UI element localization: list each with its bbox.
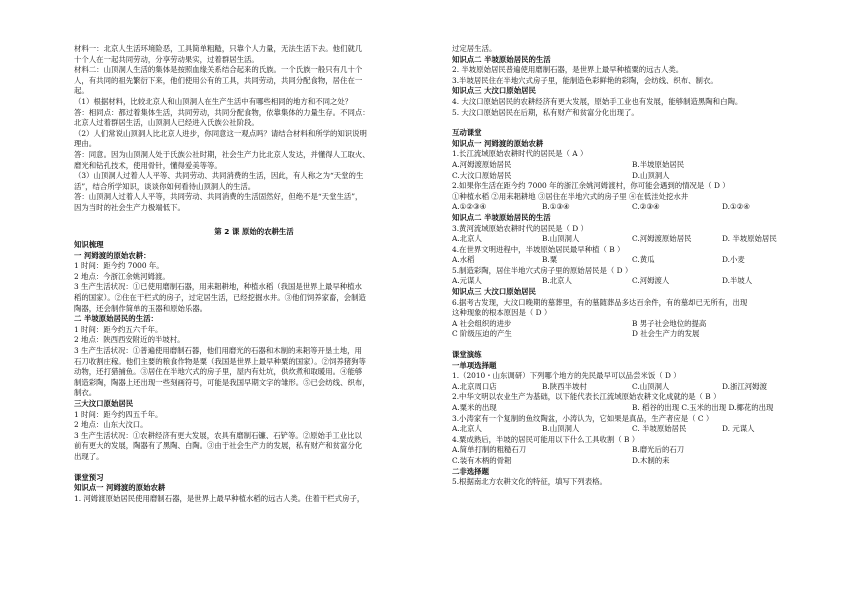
text-line: 1.（2010・山东调研）下列哪个地方的先民最早可以品尝米饭（ D ） <box>452 371 681 381</box>
text-line: 陶器，还会制作简单的玉器和原始乐器。 <box>74 303 208 313</box>
answer-option: A 社会组织的进步 <box>452 318 512 328</box>
text-line: 过定居生活。 <box>452 44 497 53</box>
text-line: 4.粟成熟后，半坡的居民可能用以下什么工具收割（ B ） <box>452 434 640 444</box>
section-heading: 知识点二 半坡原始居民的生活 <box>452 212 551 222</box>
answer-option: D.木制的耒 <box>632 455 670 465</box>
text-line: 答：山顶洞人过着人人平等，共同劳动、共同消费的生活固然好，但绝不是“天堂生活”， <box>74 192 363 202</box>
text-line: 材料一：北京人生活环境险恶，工具简单粗糙，只靠个人力量，无法生活下去。他们就几 <box>74 44 363 53</box>
section-heading: 课堂预习 <box>74 472 104 482</box>
text-line: 因为当时的社会生产力极端低下。 <box>74 202 185 212</box>
answer-option: C.河姆渡原始居民 <box>632 234 692 244</box>
section-heading: 知识点三 大汶口原始居民 <box>452 287 536 297</box>
answer-options-row <box>452 319 812 330</box>
section-heading: 二 半坡原始居民的生活： <box>74 314 158 324</box>
answer-options-row <box>452 403 812 414</box>
spacer <box>74 463 434 473</box>
section-heading: 一 河姆渡的原始农耕： <box>74 250 151 260</box>
answer-option: D.半坡人 <box>722 276 753 286</box>
section-heading: 二非选择题 <box>452 466 489 476</box>
text-line: 2. 半坡原始居民普遍使用磨制石器，是世界上最早种植粟的远古人类。 <box>452 65 684 75</box>
answer-option: B.山顶洞人 <box>542 234 580 244</box>
text-line: 2 地点：今浙江余姚河姆渡。 <box>74 271 170 281</box>
answer-option: B.山顶洞人 <box>542 424 580 434</box>
answer-option: D.小麦 <box>722 255 745 265</box>
answer-option: C.山顶洞人 <box>632 381 670 391</box>
answer-options-row <box>452 445 812 456</box>
answer-options-row <box>452 424 812 435</box>
text-line: 石刀收割庄稼。他们主要的粮食作物是粟（我国是世界上最早种粟的国家）。②饲养猪狗等 <box>74 356 366 366</box>
text-line: 前有更大的发展，陶器有了黑陶、白陶。③由于社会生产力的发展，私有财产和贫富分化 <box>74 441 363 451</box>
answer-options-row <box>452 202 812 213</box>
answer-option: C.河姆渡人 <box>632 276 670 286</box>
answer-option: B 男子社会地位的提高 <box>632 318 707 328</box>
text-line: 3 生产生活状况：①普遍使用磨制石器，他们用磨光的石器和木制的耒耜等开垦土地，用 <box>74 346 362 356</box>
answer-option: A.河姆渡原始居民 <box>452 159 512 169</box>
answer-option: C 阶级压迫的产生 <box>452 329 512 339</box>
text-line: 1 时间：距今约 7000 年。 <box>74 261 164 271</box>
spacer <box>452 118 812 128</box>
answer-options-row <box>452 276 812 287</box>
section-heading: 知识点一 河姆渡的原始农耕 <box>452 138 544 148</box>
text-line: 动物，还打猎捕鱼。③居住在半地穴式的房子里，屋内有灶坑，供炊煮和取暖用。④能够 <box>74 367 363 377</box>
text-line: 5.制造彩陶，居住半地穴式房子里的原始居民是（ D ） <box>452 265 633 275</box>
answer-option: D. 元谋人 <box>722 424 755 434</box>
answer-option: D.山顶洞人 <box>632 170 670 180</box>
answer-option: A.北京周口店 <box>452 381 497 391</box>
text-line: 1. 河姆渡原始居民使用磨制石器，是世界上最早种植水稻的远古人类。住着干栏式房子， <box>74 493 365 503</box>
text-line: 稻的国家）。②住在干栏式的房子，过定居生活，已经挖掘水井。③他们饲养家畜，会制造 <box>74 293 366 303</box>
answer-option: C.大汶口原始居民 <box>452 170 512 180</box>
text-line: 磨光和钻孔技术，使用骨针，懂得爱美等等。 <box>74 160 222 170</box>
answer-option: D. 半坡原始居民 <box>722 234 777 244</box>
right-column <box>452 44 812 488</box>
text-line: 1 时间：距今约四五千年。 <box>74 409 163 419</box>
text-line: 3 生产生活状况：①农耕经济有更大发展，农具有磨制石镰、石铲等。②原始手工业比以 <box>74 430 362 440</box>
text-line: 2 地点：山东大汶口。 <box>74 420 148 430</box>
answer-options-row <box>452 255 812 266</box>
answer-option: B.粟 <box>542 255 558 265</box>
answer-option: D 社会生产力的发展 <box>632 329 700 339</box>
answer-options-row <box>452 171 812 182</box>
answer-option: A.粟米的出现 <box>452 403 497 412</box>
answer-option: A.①②③④ <box>452 202 487 212</box>
text-line: 2 地点：陕西西安附近的半坡村。 <box>74 335 185 345</box>
answer-options-row <box>452 329 812 340</box>
text-line: （1）根据材料，比较北京人和山顶洞人在生产生活中有哪些相同的地方和不同之处？ <box>74 96 353 106</box>
text-line: 4. 大汶口原始居民的农耕经济有更大发展，原始手工业也有发展，能够制造黑陶和白陶。 <box>452 96 743 106</box>
answer-option: B.①③④ <box>542 202 570 212</box>
answer-options-row <box>452 234 812 245</box>
text-line: 这种现象的根本原因是（ D ） <box>452 308 552 318</box>
text-line: 3.小涛家有一个复制的鱼纹陶盆，小涛认为，它如果是真品，生产者应是（ C ） <box>452 413 714 423</box>
text-line: 1 时间：距今约五六千年。 <box>74 324 163 334</box>
answer-option: A.北京人 <box>452 234 482 244</box>
answer-option: B. 稻谷的出现 C.玉米的出现 D.椰花的出现 <box>632 403 774 412</box>
text-line: 5.根据南北方农耕文化的特征，填写下列表格。 <box>452 477 607 487</box>
text-line: 人，有共同的祖先繁衍下来，他们使用公有的工具，共同劳动，共同分配食物，居住在一 <box>74 75 363 85</box>
text-line: 3.半坡居民住在半地穴式房子里，能制造色彩鲜艳的彩陶，会纺线、织布、制衣。 <box>452 75 718 85</box>
text-line: 答：相同点：都过着集体生活，共同劳动，共同分配食物，依靠集体的力量生存。不同点： <box>74 107 370 117</box>
answer-option: C. 半坡原始居民 <box>632 424 687 434</box>
lesson-title: 第 2 课 原始的农耕生活 <box>214 226 294 236</box>
answer-option: C.②③④ <box>632 202 660 212</box>
text-line: 6.据考古发现，大汶口晚期的墓葬里，有的墓随葬品多达百余件，有的墓却已无所有，出现 <box>452 297 748 307</box>
section-heading: 知识点一 河姆渡的原始农耕 <box>74 483 166 493</box>
section-heading: 三大汶口原始居民 <box>74 399 134 408</box>
text-line: 1.长江流域原始农耕时代的居民是（ A ） <box>452 149 588 159</box>
text-line: 5. 大汶口原始居民在后期，私有财产和贫富分化出现了。 <box>452 107 639 117</box>
spacer <box>74 214 434 224</box>
answer-options-row <box>452 160 812 171</box>
spacer <box>452 340 812 350</box>
answer-option: D.浙江河姆渡 <box>722 381 767 391</box>
text-line: 3 生产生活状况：①已使用磨制石器，用耒耜耕地，种植水稻（我国是世界上最早种植水 <box>74 282 362 292</box>
answer-option: B.半坡原始居民 <box>632 159 685 169</box>
answer-option: B.陕西半坡村 <box>542 381 587 391</box>
answer-option: B.北京人 <box>542 276 572 286</box>
section-heading: 互动课堂 <box>452 128 482 138</box>
answer-option: D.①②④ <box>722 202 750 212</box>
section-heading: 知识点二 半坡原始居民的生活 <box>452 54 551 64</box>
left-column <box>74 44 434 504</box>
text-line: 2.如果你生活在距今约 7000 年的浙江余姚河姆渡村，你可能会遇到的情况是（ D ） <box>452 181 730 191</box>
text-line: （2）人们常说山顶洞人比北京人进步，你同意这一观点吗？请结合材料和所学的知识说明 <box>74 128 367 138</box>
answer-option: A.水稻 <box>452 255 475 265</box>
section-heading: 一单项选择题 <box>452 360 497 370</box>
text-line: 答：同意。因为山顶洞人处于氏族公社时期，社会生产力比北京人发达，并懂得人工取火、 <box>74 149 370 159</box>
text-line: 制衣。 <box>74 388 97 398</box>
text-line: 4.在世界文明进程中，半坡原始居民最早种植（ B ） <box>452 244 625 254</box>
section-heading: 知识梳理 <box>74 240 104 250</box>
answer-option: A.北京人 <box>452 424 482 434</box>
text-line: 2.中华文明以农业生产为基础，以下能代表长江流域原始农耕文化成就的是（ B ） <box>452 392 721 402</box>
text-line: 十个人在一起共同劳动，分享劳动果实，过着群居生活。 <box>74 54 259 64</box>
text-line: 理由。 <box>74 139 97 149</box>
text-line: 制造彩陶，陶器上还出现一些刻画符号，可能是我国早期文字的雏形。⑤已会纺线、织布， <box>74 377 370 387</box>
section-heading: 知识点三 大汶口原始居民 <box>452 86 536 96</box>
text-line: 北京人过着群居生活，山顶洞人已经进入氏族公社阶段。 <box>74 118 259 128</box>
answer-option: A.元谋人 <box>452 276 482 286</box>
answer-options-row <box>452 456 812 467</box>
section-heading: 课堂演练 <box>452 350 482 360</box>
answer-option: A.简单打制的粗糙石刀 <box>452 445 527 455</box>
text-line: 起。 <box>74 86 89 96</box>
text-line: 活”，结合所学知识，谈谈你如何看待山顶洞人的生活。 <box>74 181 256 191</box>
answer-option: C.黄瓜 <box>632 255 655 265</box>
text-line: ①种植水稻 ②用耒耜耕地 ③居住在半地穴式的房子里 ④在低洼处挖水井 <box>452 191 689 201</box>
text-line: （3）山顶洞人过着人人平等、共同劳动、共同消费的生活，因此，有人称之为“天堂的生 <box>74 171 364 181</box>
answer-option: C.装有木柄的骨耜 <box>452 455 512 465</box>
text-line: 出现了。 <box>74 451 104 461</box>
answer-option: B.磨光后的石刀 <box>632 445 685 455</box>
text-line: 材料二：山顶洞人生活的集体是按照血缘关系结合起来的氏族。一个氏族一般只有几十个 <box>74 65 363 75</box>
answer-options-row <box>452 382 812 393</box>
text-line: 3.黄河流域原始农耕时代的居民是（ D ） <box>452 223 588 233</box>
